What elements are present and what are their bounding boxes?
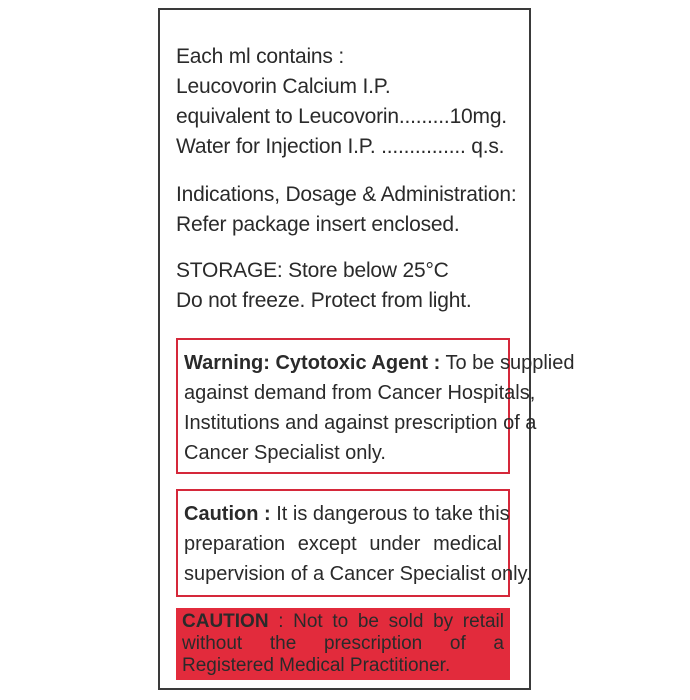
warning-heading: Warning: Cytotoxic Agent : xyxy=(184,352,441,374)
caution-line-1 xyxy=(184,499,510,529)
warning-line-2: against demand from Cancer Hospitals, xyxy=(184,382,536,404)
banner-line-3: Registered Medical Practitioner. xyxy=(182,655,451,676)
warning-line-3: Institutions and against prescription of a xyxy=(184,412,537,434)
indications-line-1: Indications, Dosage & Administration: xyxy=(176,183,517,206)
composition-section xyxy=(176,42,515,162)
caution-heading: Caution : xyxy=(184,503,271,525)
warning-line-1 xyxy=(184,348,575,378)
caution-box xyxy=(176,489,532,597)
indications-line-2: Refer package insert enclosed. xyxy=(176,213,460,236)
warning-line-4: Cancer Specialist only. xyxy=(184,442,386,464)
caution-line-2: preparation except under medical xyxy=(184,533,502,555)
retail-caution-banner xyxy=(176,608,510,680)
indications-section xyxy=(176,180,515,240)
banner-line-1-text: : Not to be sold by retail xyxy=(268,611,504,632)
composition-line-2: Leucovorin Calcium I.P. xyxy=(176,75,391,98)
banner-heading: CAUTION xyxy=(182,611,269,632)
banner-line-1 xyxy=(182,611,504,633)
caution-line-3: supervision of a Cancer Specialist only. xyxy=(184,563,532,585)
warning-line-1-text: To be supplied xyxy=(440,352,575,374)
medicine-label-panel xyxy=(158,8,575,690)
composition-line-1: Each ml contains : xyxy=(176,45,344,68)
storage-line-2: Do not freeze. Protect from light. xyxy=(176,289,472,312)
storage-section xyxy=(176,256,515,316)
warning-box xyxy=(176,338,575,474)
composition-line-3: equivalent to Leucovorin.........10mg. xyxy=(176,105,507,128)
banner-line-2: without the prescription of a xyxy=(182,633,504,654)
composition-line-4: Water for Injection I.P. ............... q.s. xyxy=(176,135,505,158)
storage-line-1: STORAGE: Store below 25°C xyxy=(176,259,449,282)
caution-line-1-text: It is dangerous to take this xyxy=(270,503,510,525)
